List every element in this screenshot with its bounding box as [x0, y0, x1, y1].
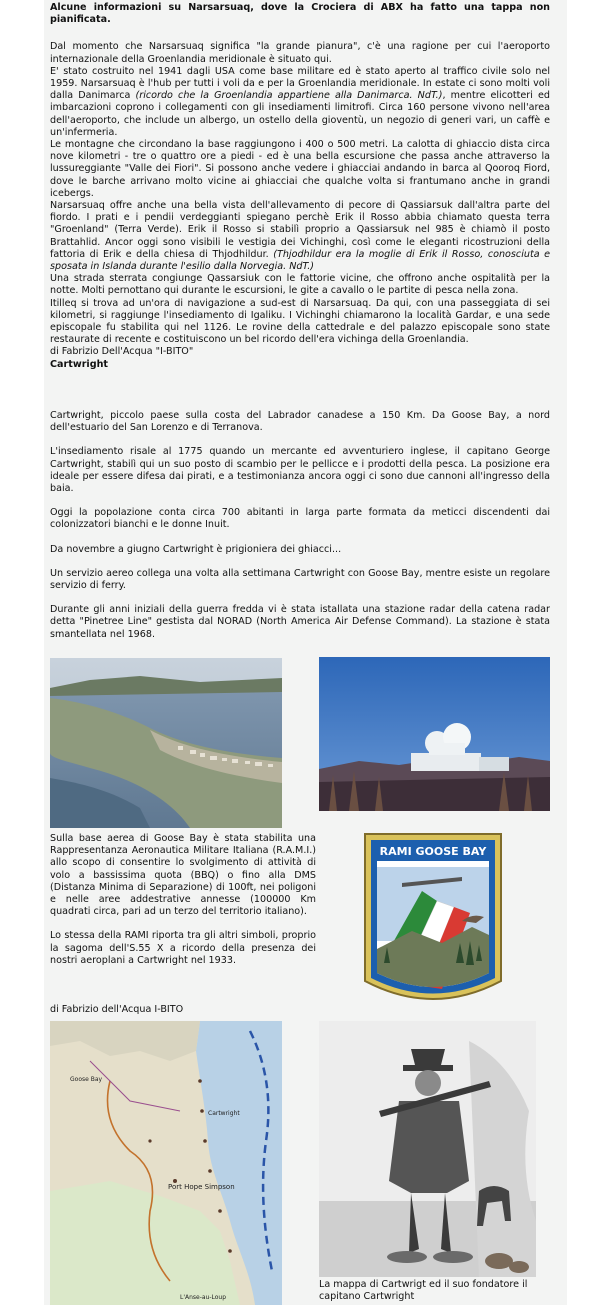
badge-title: RAMI GOOSE BAY: [379, 845, 487, 858]
author-line: di Fabrizio Dell'Acqua "I-BITO": [50, 346, 194, 358]
author-line: di Fabrizio dell'Acqua I-BITO: [50, 1004, 184, 1015]
labrador-map: [50, 1021, 282, 1305]
photo-aerial-town: [50, 658, 282, 828]
map-label: Goose Bay: [70, 1076, 103, 1083]
photo-radar-station: [319, 657, 550, 811]
paragraph: Una strada sterrata congiunge Qassarsiuk con le fattorie vicine, che offrono anche ospitalità per la notte. Molti pernottano qui durante le escursioni, le gite a cavallo o le partite di pesca nella zona.: [50, 273, 550, 297]
paragraph: Le montagne che circondano la base raggiungono i 400 o 500 metri. La calotta di ghiaccio dista circa nove kilometri - tre o quattro ore a piedi - ed è una bella escursione che passa anche attraverso la lussureggiante "Valle dei Fiori". Si possono anche vedere i ghiacciai andando in barca al Qooroq Fiord, dove le barche arrivano molto vicine ai ghiacciai che qualche volta si frantumano anche in grandi icebergs.: [50, 139, 550, 199]
map-label: L'Anse-au-Loup: [180, 1294, 227, 1301]
narsarsuaq-heading: Alcune informazioni su Narsarsuaq, dove la Crociera di ABX ha fatto una tappa non pianificata.: [50, 2, 550, 26]
paragraph: Narsarsuaq offre anche una bella vista dell'allevamento di pecore di Qassiarsuk dall'altra parte del fiordo. I prati e i pendii verdeggianti spiegano perchè Erik il Rosso abbia chiamato questa terra "Groenland" (Terra Verde). Erik il Rosso si stabilì proprio a Qassiarsuk nel 985 è chiamò il posto Brattahlid. Ancor oggi sono visibili le vestigia dei Vichinghi, così come le eleganti ricostruzioni della fattoria di Erik e della chiesa di Thjodhildur. (Thjodhildur era la moglie di Erik il Rosso, conosciuta e sposata in Islanda durante l'esilio dalla Norvegia. NdT.): [50, 200, 551, 273]
paragraph: Un servizio aereo collega una volta alla settimana Cartwright con Goose Bay, mentre esiste un regolare servizio di ferry.: [50, 567, 550, 592]
paragraph: Dal momento che Narsarsuaq significa "la grande pianura", c'è una ragione per cui l'aeroporto internazionale della Groenlandia meridionale è situato qui.: [50, 41, 550, 65]
rami-badge: [362, 831, 504, 1017]
paragraph: Itilleq si trova ad un'ora di navigazione a sud-est di Narsarsuaq. Da qui, con una passeggiata di sei kilometri, si raggiunge l'insediamento di Igaliku. I Vichinghi chiamarono la località Gardar, e una sede episcopale fu stabilita qui nel 1126. Le rovine della cattedrale e del palazzo episcopale sono state restaurate di recente e costituiscono un bel ricordo dell'era vichinga della Groenlandia.: [50, 297, 550, 346]
map-label: Cartwright: [208, 1110, 240, 1117]
narsarsuaq-section: [50, 0, 550, 371]
paragraph: Lo stessa della RAMI riporta tra gli altri simboli, proprio la sagoma dell'S.55 X a ricordo della presenza dei nostri aeroplani a Cartwright nel 1933.: [50, 930, 316, 966]
map-label: Port Hope Simpson: [168, 1183, 235, 1191]
paragraph: Da novembre a giugno Cartwright è prigioniera dei ghiacci...: [50, 543, 342, 555]
paragraph: Sulla base aerea di Goose Bay è stata stabilita una Rappresentanza Aeronautica Militare Italiana (R.A.M.I.) allo scopo di consentire lo svolgimento di attività di volo a bassissima quota (BBQ) o fino alla DMS (Distanza Minima di Separazione) di 100ft, nei poligoni e nelle aree addestrative annesse (100000 Km quadrati circa, pari ad un terzo del territorio italiano).: [50, 833, 316, 918]
cartwright-portrait: [319, 1021, 536, 1277]
cartwright-section: [50, 410, 550, 641]
paragraph: L'insediamento risale al 1775 quando un mercante ed avventuriero inglese, il capitano George Cartwright, stabilì qui un suo posto di scambio per le pellicce e i prodotti della pesca. La posizione era ideale per essere difesa dai pirati, e a testimonianza ancora oggi ci sono due cannoni all'ingresso della baia.: [50, 446, 550, 495]
paragraph: Oggi la popolazione conta circa 700 abitanti in larga parte formata da meticci discendenti dai colonizzatori bianchi e le donne Inuit.: [50, 507, 550, 531]
paragraph: Durante gli anni iniziali della guerra fredda vi è stata istallata una stazione radar della catena radar detta "Pinetree Line" gestista dal NORAD (North America Air Defense Command). La stazione è stata smantellata nel 1968.: [50, 604, 550, 640]
map-caption: La mappa di Cartwrigt ed il suo fondatore il capitano Cartwright: [319, 1279, 528, 1303]
paragraph: Cartwright, piccolo paese sulla costa del Labrador canadese a 150 Km. Da Goose Bay, a nord dell'estuario del San Lorenzo e di Terranova.: [50, 410, 550, 434]
cartwright-heading: Cartwright: [50, 358, 108, 370]
paragraph: E' stato costruito nel 1941 dagli USA come base militare ed è stato aperto al traffico civile solo nel 1959. Narsarsuaq è l'hub per tutti i voli da e per la Groenlandia meridionale. In estate ci sono molti voli dalla Danimarca (ricordo che la Groenlandia appartiene alla Danimarca. NdT.), mentre elicotteri ed imbarcazioni coprono i collegamenti con gli insediamenti limitrofi. Circa 160 persone vivono nell'area dell'aeroporto, che include un albergo, un ostello della gioventù, un negozio di generi vari, un caffè e un'infermeria.: [50, 65, 550, 138]
rami-text-block: [50, 833, 316, 967]
